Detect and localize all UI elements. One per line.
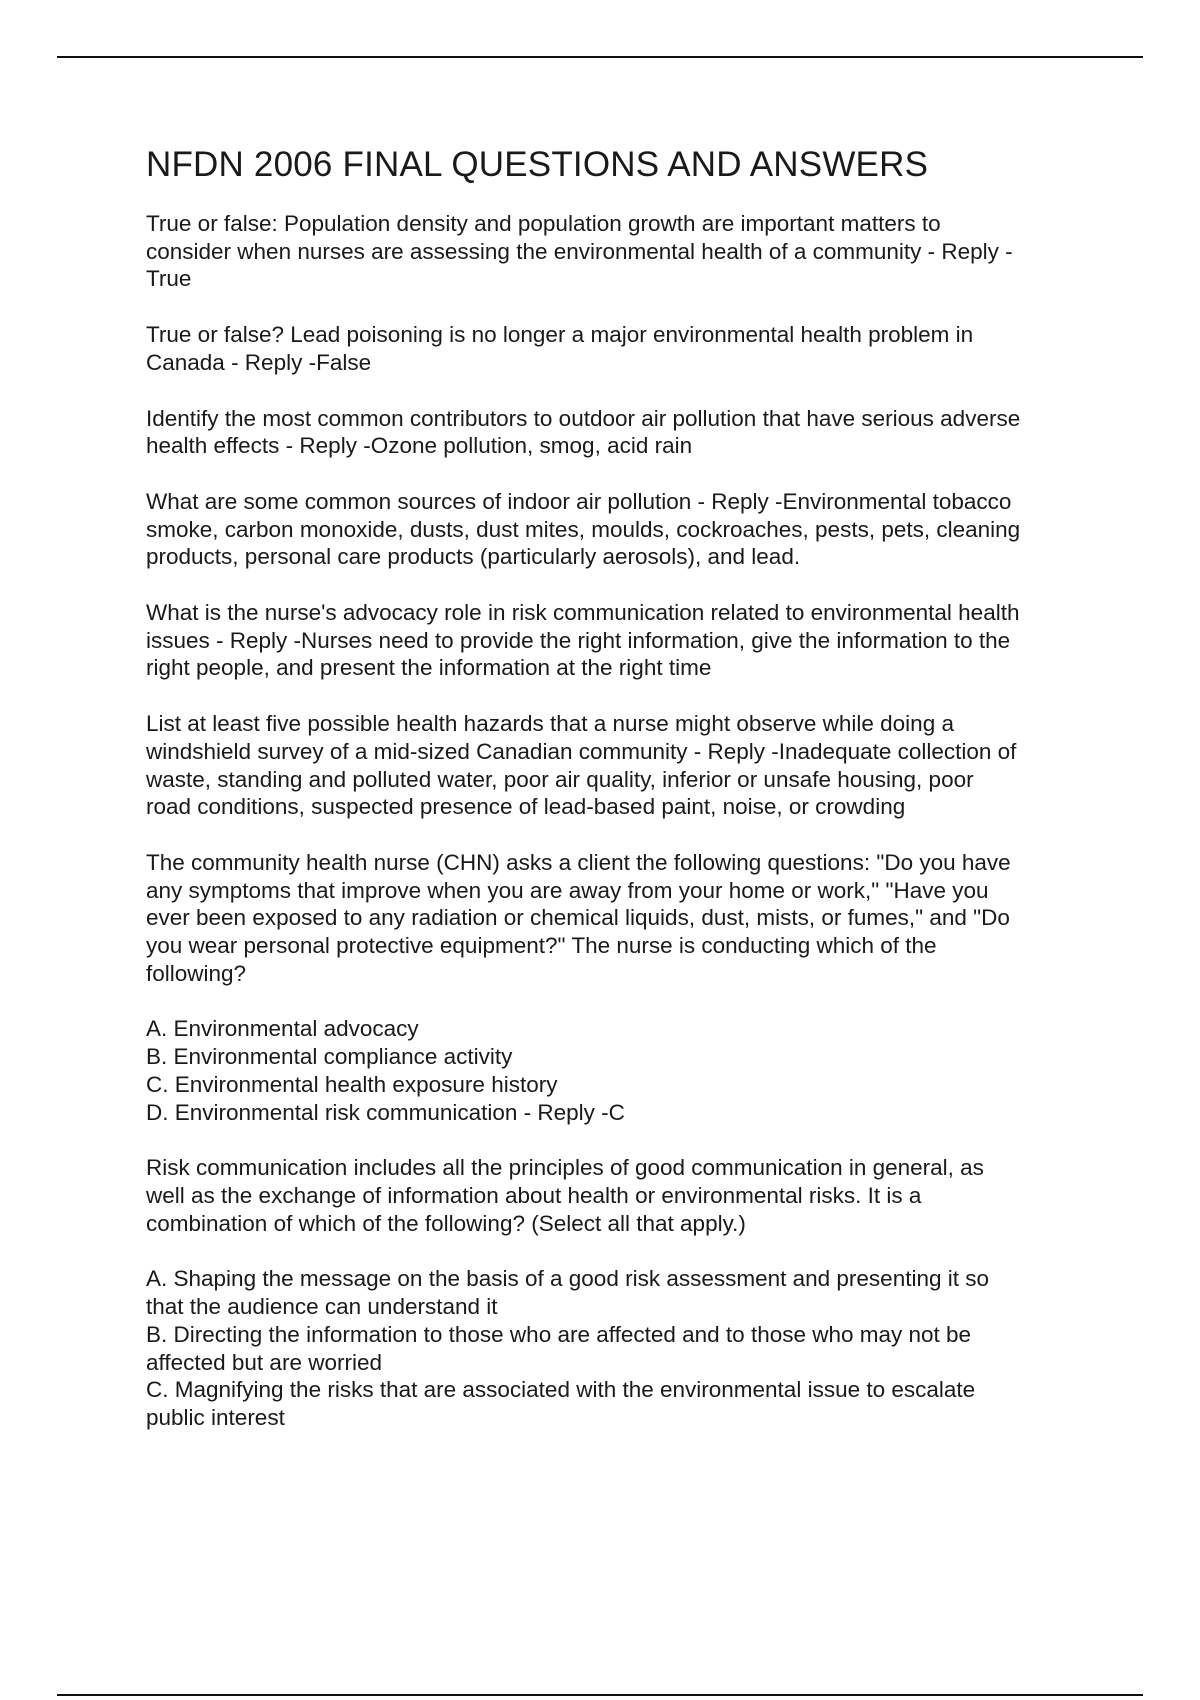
page-title: NFDN 2006 FINAL QUESTIONS AND ANSWERS — [146, 145, 929, 184]
question-chn-exposure: The community health nurse (CHN) asks a client the following questions: "Do you have any symptoms that improve when you are away from your home or work," "Have you ever been exposed to any radiation or chemical liquids, dust, mists, or fumes," and "Do you wear personal protective equipment?" The nurse is conducting which of the following? — [146, 849, 1011, 986]
qa-item-advocacy-role: What is the nurse's advocacy role in risk communication related to environmental health issues - Reply -Nurses need to provide the right information, give the information to the right people, and present the information at the right time — [146, 600, 1020, 681]
answer-options-risk-communication: A. Shaping the message on the basis of a good risk assessment and presenting it so that the audience can understand it B. Directing the information to those who are affected and to those who may not be affected but are worried C. Magnifying the risks that are associated with the environmental issue to escalate public interest — [146, 1266, 990, 1430]
qa-item-health-hazards: List at least five possible health hazards that a nurse might observe while doing a windshield survey of a mid-sized Canadian community - Reply -Inadequate collection of waste, standing and polluted water, poor air quality, inferior or unsafe housing, poor road conditions, suspected presence of lead-based paint, noise, or crowding — [146, 711, 1017, 820]
footer-rule — [57, 1694, 1143, 1696]
qa-item-outdoor-air-pollution: Identify the most common contributors to outdoor air pollution that have serious adverse health effects - Reply -Ozone pollution, smog, acid rain — [146, 405, 1021, 459]
qa-item-population-density: True or false: Population density and population growth are important matters to consider when nurses are assessing the environmental health of a community - Reply - True — [146, 211, 1013, 292]
qa-item-indoor-air-pollution: What are some common sources of indoor air pollution - Reply -Environmental tobacco smoke, carbon monoxide, dusts, dust mites, moulds, cockroaches, pests, pets, cleaning products, personal care products (particularly aerosols), and lead. — [146, 488, 1021, 570]
answer-options-chn-exposure: A. Environmental advocacy B. Environmental compliance activity C. Environmental health exposure history D. Environmental risk communication - Reply -C — [146, 1016, 625, 1125]
document-body — [146, 142, 1096, 1432]
question-risk-communication: Risk communication includes all the principles of good communication in general, as well as the exchange of information about health or environmental risks. It is a combination of which of the following? (Select all that apply.) — [146, 1155, 984, 1236]
qa-item-lead-poisoning: True or false? Lead poisoning is no longer a major environmental health problem in Canada - Reply -False — [146, 322, 974, 375]
header-rule — [57, 56, 1143, 58]
